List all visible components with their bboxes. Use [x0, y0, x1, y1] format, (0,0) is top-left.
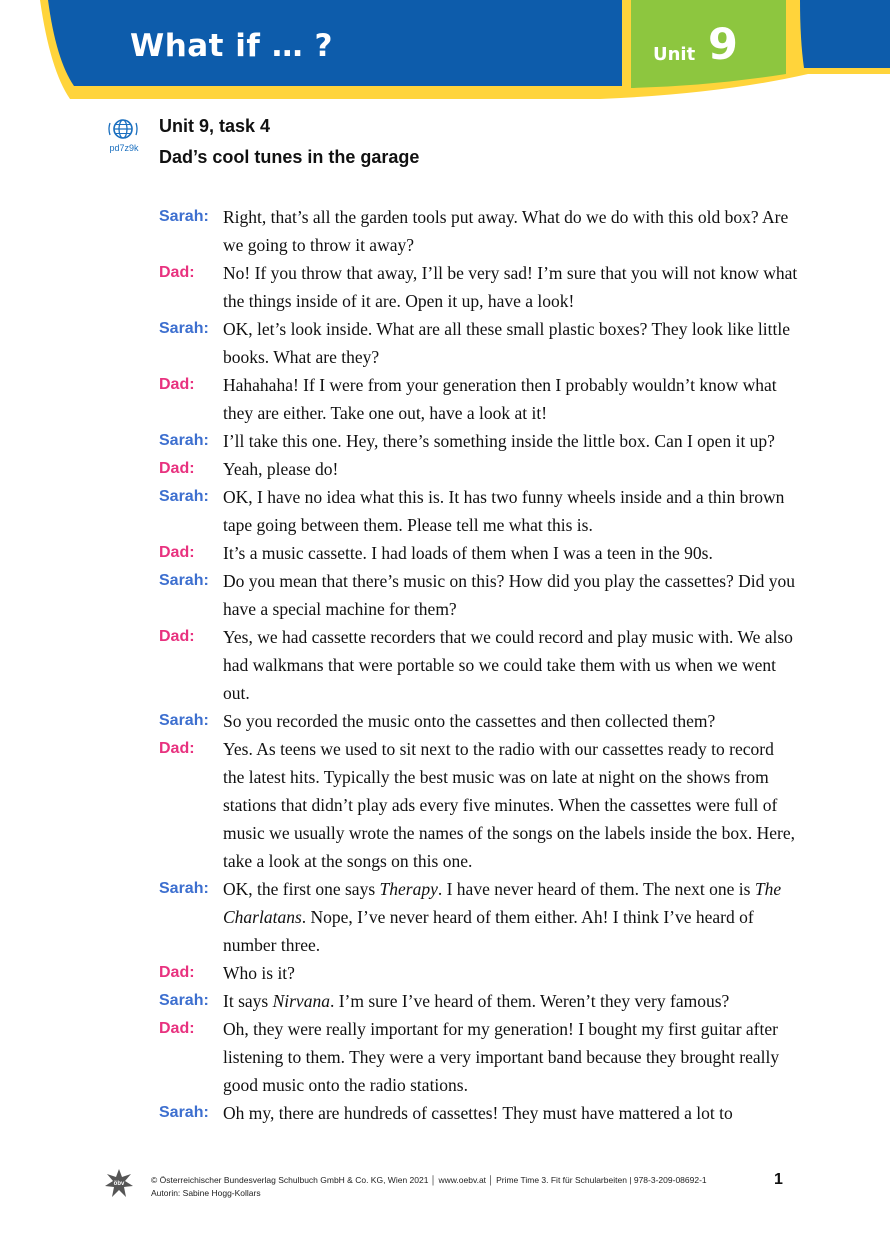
speaker-label: Sarah:	[159, 1104, 209, 1121]
dialogue-turn	[159, 959, 799, 987]
dialogue-line	[223, 567, 799, 623]
speaker-label: Dad:	[159, 1020, 195, 1037]
line-text: Hahahaha! If I were from your generation then I probably wouldn’t know what they are either. Take one out, have a look at it!	[223, 375, 777, 423]
italic-title: Nirvana	[272, 991, 330, 1011]
footer-copyright: © Österreichischer Bundesverlag Schulbuch GmbH & Co. KG, Wien 2021 │ www.oebv.at │ Prime Time 3. Fit für Schularbeiten | 978-3-209-08692-1	[151, 1175, 707, 1185]
line-text: It’s a music cassette. I had loads of them when I was a teen in the 90s.	[223, 543, 713, 563]
footer-author: Autorin: Sabine Hogg-Kollars	[151, 1188, 261, 1198]
line-text: OK, I have no idea what this is. It has two funny wheels inside and a thin brown tape going between them. Please tell me what this is.	[223, 487, 785, 535]
task-title: Unit 9, task 4	[159, 116, 271, 136]
dialogue	[159, 203, 799, 1127]
line-text: Right, that’s all the garden tools put away. What do we do with this old box? Are we going to throw it away?	[223, 207, 789, 255]
dialogue-line	[223, 875, 799, 959]
speaker-label: Dad:	[159, 264, 195, 281]
speaker-label: Dad:	[159, 376, 195, 393]
dialogue-line	[223, 315, 799, 371]
dialogue-line	[223, 623, 799, 707]
dialogue-turn	[159, 987, 799, 1015]
italic-title: The Charlatans	[223, 879, 782, 927]
line-text: . I’m sure I’ve heard of them. Weren’t they very famous?	[329, 991, 730, 1011]
dialogue-line	[223, 1099, 799, 1127]
line-text: Yeah, please do!	[223, 459, 339, 479]
line-text: . I have never heard of them. The next one is	[437, 879, 755, 899]
web-code[interactable]: pd7z9k	[109, 143, 139, 153]
dialogue-turn	[159, 875, 799, 959]
speaker-label: Dad:	[159, 628, 195, 645]
line-text: OK, let’s look inside. What are all these small plastic boxes? They look like little books. What are they?	[223, 319, 791, 367]
dialogue-turn	[159, 315, 799, 371]
italic-title: Therapy	[379, 879, 438, 899]
line-text: Who is it?	[223, 963, 295, 983]
dialogue-line	[223, 735, 799, 875]
dialogue-line	[223, 959, 799, 987]
speaker-label: Sarah:	[159, 712, 209, 729]
speaker-label: Sarah:	[159, 572, 209, 589]
line-text: . Nope, I’ve never heard of them either. Ah! I think I’ve heard of number three.	[223, 907, 754, 955]
dialogue-line	[223, 455, 799, 483]
line-text: No! If you throw that away, I’ll be very sad! I’m sure that you will not know what the things inside of it are. Open it up, have a look!	[223, 263, 798, 311]
header-banner	[0, 0, 890, 105]
line-text: So you recorded the music onto the cassettes and then collected them?	[223, 711, 716, 731]
dialogue-line	[223, 1015, 799, 1099]
line-text: I’ll take this one. Hey, there’s something inside the little box. Can I open it up?	[223, 431, 775, 451]
dialogue-turn	[159, 427, 799, 455]
dialogue-line	[223, 539, 799, 567]
dialogue-turn	[159, 203, 799, 259]
dialogue-turn	[159, 623, 799, 707]
page-title: What if … ?	[130, 28, 333, 64]
speaker-label: Dad:	[159, 964, 195, 981]
speaker-label: Sarah:	[159, 880, 209, 897]
dialogue-turn	[159, 483, 799, 539]
dialogue-turn	[159, 259, 799, 315]
speaker-label: Sarah:	[159, 208, 209, 225]
dialogue-line	[223, 259, 799, 315]
speaker-label: Dad:	[159, 460, 195, 477]
dialogue-turn	[159, 735, 799, 875]
dialogue-line	[223, 427, 799, 455]
page-number: 1	[774, 1171, 783, 1188]
speaker-label: Sarah:	[159, 432, 209, 449]
dialogue-turn	[159, 371, 799, 427]
globe-link-icon[interactable]	[107, 116, 139, 142]
line-text: OK, the first one says	[223, 879, 380, 899]
dialogue-line	[223, 371, 799, 427]
unit-number: 9	[708, 20, 738, 70]
speaker-label: Sarah:	[159, 320, 209, 337]
task-subtitle: Dad’s cool tunes in the garage	[159, 147, 420, 167]
dialogue-turn	[159, 455, 799, 483]
dialogue-turn	[159, 1015, 799, 1099]
dialogue-turn	[159, 567, 799, 623]
line-text: Yes. As teens we used to sit next to the radio with our cassettes ready to record the latest hits. Typically the best music was on late at night on the shows from stations that didn’t play ads every five minutes. When the cassettes were full of music we usually wrote the names of the songs on the labels inside the box. Here, take a look at the songs on this one.	[223, 739, 796, 871]
footer-text	[151, 1174, 707, 1200]
logo-text: öbv	[113, 1181, 125, 1187]
line-text: It says	[223, 991, 273, 1011]
unit-label: Unit	[653, 44, 696, 65]
speaker-label: Sarah:	[159, 992, 209, 1009]
dialogue-line	[223, 987, 799, 1015]
line-text: Oh, they were really important for my generation! I bought my first guitar after listening to them. They were a very important band because they brought really good music onto the radio stations.	[223, 1019, 780, 1095]
dialogue-turn	[159, 1099, 799, 1127]
speaker-label: Dad:	[159, 740, 195, 757]
line-text: Do you mean that there’s music on this? How did you play the cassettes? Did you have a special machine for them?	[223, 571, 796, 619]
dialogue-line	[223, 483, 799, 539]
speaker-label: Dad:	[159, 544, 195, 561]
dialogue-line	[223, 203, 799, 259]
dialogue-turn	[159, 707, 799, 735]
oebv-logo-icon	[104, 1168, 134, 1200]
dialogue-turn	[159, 539, 799, 567]
line-text: Oh my, there are hundreds of cassettes! They must have mattered a lot to	[223, 1103, 733, 1123]
speaker-label: Sarah:	[159, 488, 209, 505]
line-text: Yes, we had cassette recorders that we could record and play music with. We also had walkmans that were portable so we could take them with us when we went out.	[223, 627, 793, 703]
dialogue-line	[223, 707, 799, 735]
